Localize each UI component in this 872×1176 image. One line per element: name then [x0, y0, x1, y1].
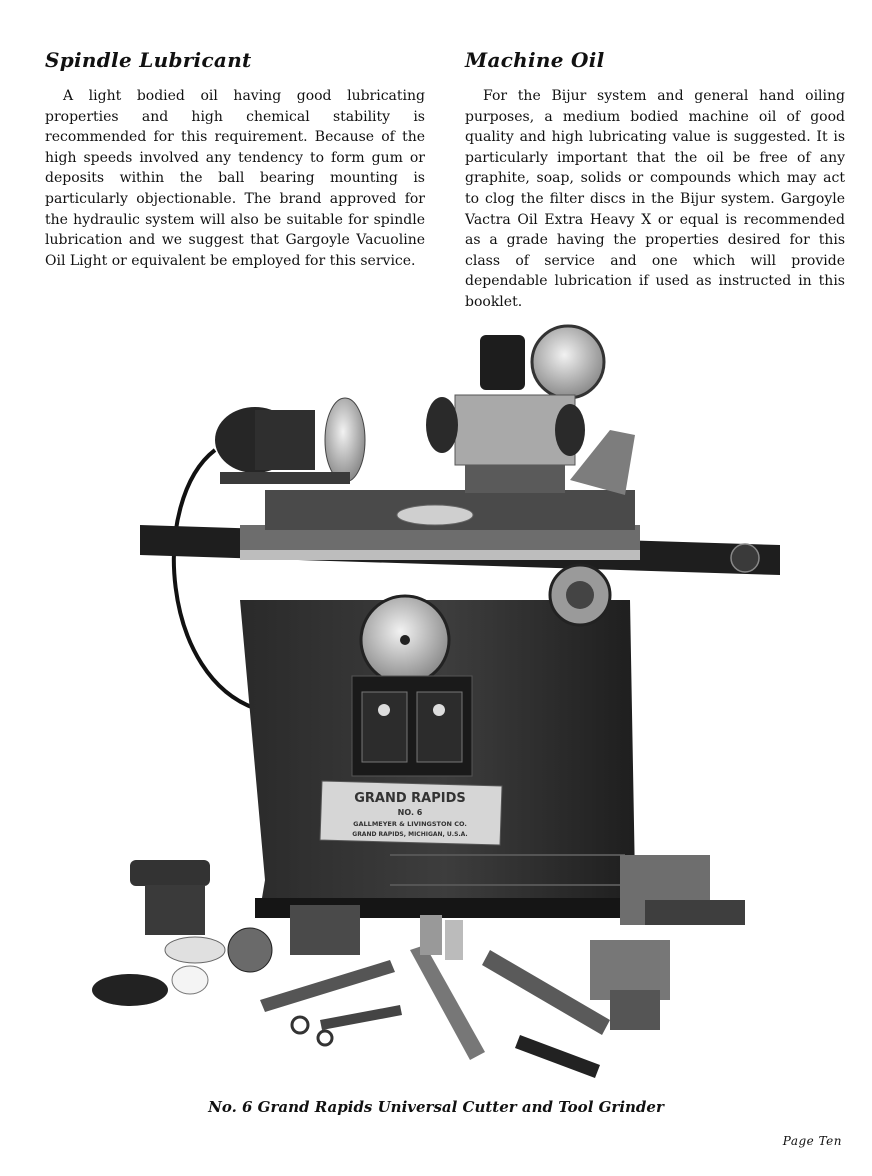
wheel-head-motor	[480, 335, 525, 390]
spindle-lubricant-section	[45, 48, 425, 271]
machine-oil-heading: Machine Oil	[465, 48, 605, 72]
page-number: Page Ten	[782, 1134, 842, 1148]
nameplate-line2: NO. 6	[397, 808, 423, 817]
figure-caption: No. 6 Grand Rapids Universal Cutter and Tool Grinder	[208, 1098, 664, 1116]
spindle-lubricant-body: A light bodied oil having good lubricating properties and high chemical stability is recommended for this requirement. Because of the high speeds involved any tendency to form gum or deposits within the ball bearing mounting is particularly objectionable. The brand approved for the hydraulic system will also be suitable for spindle lubrication and we suggest that Gargoyle Vacuoline Oil Light or equivalent be employed for this service.	[45, 88, 425, 269]
spindle-lubricant-heading: Spindle Lubricant	[45, 48, 252, 72]
grinding-wheel-left	[325, 398, 365, 482]
grinder-photo	[90, 300, 790, 1090]
nameplate-line1: GRAND RAPIDS	[354, 791, 466, 806]
wheel-guard	[532, 326, 604, 398]
machine-oil-section	[465, 48, 845, 313]
switch-right[interactable]	[417, 692, 462, 762]
machine-oil-body: For the Bijur system and general hand oiling purposes, a medium bodied machine oil of good quality and high lubricating value is suggested. It is particularly important that the oil be free of any graphite, soap, solids or compounds which may act to clog the filter discs in the Bijur system. Gargoyle Vactra Oil Extra Heavy X or equal is recommended as a grade having the properties desired for this class of service and one which will provide dependable lubrication if used as instructed in this booklet.	[465, 88, 845, 310]
grinder-illustration	[90, 300, 790, 1090]
nameplate-line4: GRAND RAPIDS, MICHIGAN, U.S.A.	[352, 831, 468, 838]
nameplate-line3: GALLMEYER & LIVINGSTON CO.	[353, 820, 467, 828]
switch-left[interactable]	[362, 692, 407, 762]
